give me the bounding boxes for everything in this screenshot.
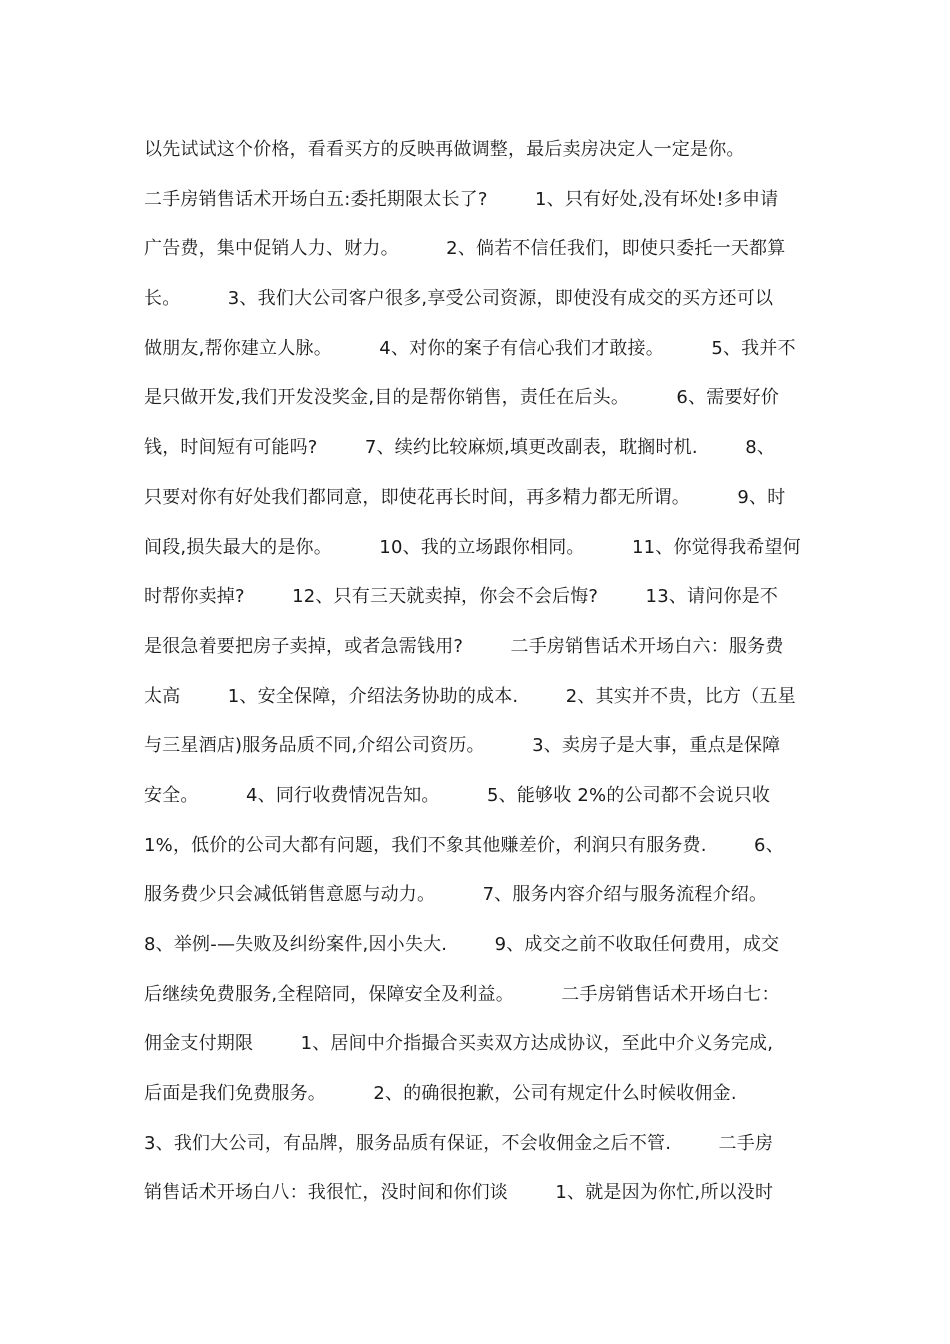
text-line-2: 二手房销售话术开场白五:委托期限太长了? 1、只有好处,没有坏处!多申请	[144, 188, 779, 210]
text-line-11: 是很急着要把房子卖掉，或者急需钱用? 二手房销售话术开场白六：服务费	[144, 635, 784, 657]
text-line-21: 3、我们大公司，有品牌，服务品质有保证，不会收佣金之后不管. 二手房	[144, 1132, 774, 1154]
text-line-20: 后面是我们免费服务。 2、的确很抱歉，公司有规定什么时候收佣金.	[144, 1083, 737, 1105]
text-line-8: 只要对你有好处我们都同意，即使花再长时间，再多精力都无所谓。 9、时	[144, 486, 786, 508]
text-line-9: 间段,损失最大的是你。 10、我的立场跟你相同。 11、你觉得我希望何	[144, 536, 801, 558]
text-line-19: 佣金支付期限 1、居间中介指撮合买卖双方达成协议，至此中介义务完成,	[144, 1033, 774, 1055]
text-line-22: 销售话术开场白八：我很忙，没时间和你们谈 1、就是因为你忙,所以没时	[144, 1182, 774, 1204]
text-line-3: 广告费，集中促销人力、财力。 2、倘若不信任我们，即使只委托一天都算	[144, 238, 786, 260]
text-line-4: 长。 3、我们大公司客户很多,享受公司资源，即使没有成交的买方还可以	[144, 288, 774, 310]
text-line-17: 8、举例-—失败及纠纷案件,因小失大. 9、成交之前不收取任何费用，成交	[144, 934, 780, 955]
text-line-10: 时帮你卖掉? 12、只有三天就卖掉，你会不会后悔? 13、请问你是不	[144, 586, 779, 608]
text-line-12: 太高 1、安全保障，介绍法务协助的成本. 2、其实并不贵，比方（五星	[144, 685, 796, 707]
text-line-5: 做朋友,帮你建立人脉。 4、对你的案子有信心我们才敢接。 5、我并不	[144, 337, 796, 359]
text-line-13: 与三星酒店)服务品质不同,介绍公司资历。 3、卖房子是大事，重点是保障	[144, 735, 781, 757]
text-line-1: 以先试试这个价格，看看买方的反映再做调整，最后卖房决定人一定是你。	[144, 139, 745, 160]
text-line-15: 1%，低价的公司大都有问题，我们不象其他赚差价，利润只有服务费. 6、	[144, 834, 784, 856]
body-text	[144, 130, 824, 1223]
text-line-18: 后继续免费服务,全程陪同，保障安全及利益。 二手房销售话术开场白七：	[144, 983, 780, 1005]
text-line-14: 安全。 4、同行收费情况告知。 5、能够收 2%的公司都不会说只收	[144, 784, 771, 806]
text-line-6: 是只做开发,我们开发没奖金,目的是帮你销售，责任在后头。 6、需要好价	[144, 387, 780, 409]
text-line-16: 服务费少只会减低销售意愿与动力。 7、服务内容介绍与服务流程介绍。	[144, 884, 768, 906]
text-line-7: 钱，时间短有可能吗? 7、续约比较麻烦,填更改副表，耽搁时机. 8、	[144, 437, 776, 459]
